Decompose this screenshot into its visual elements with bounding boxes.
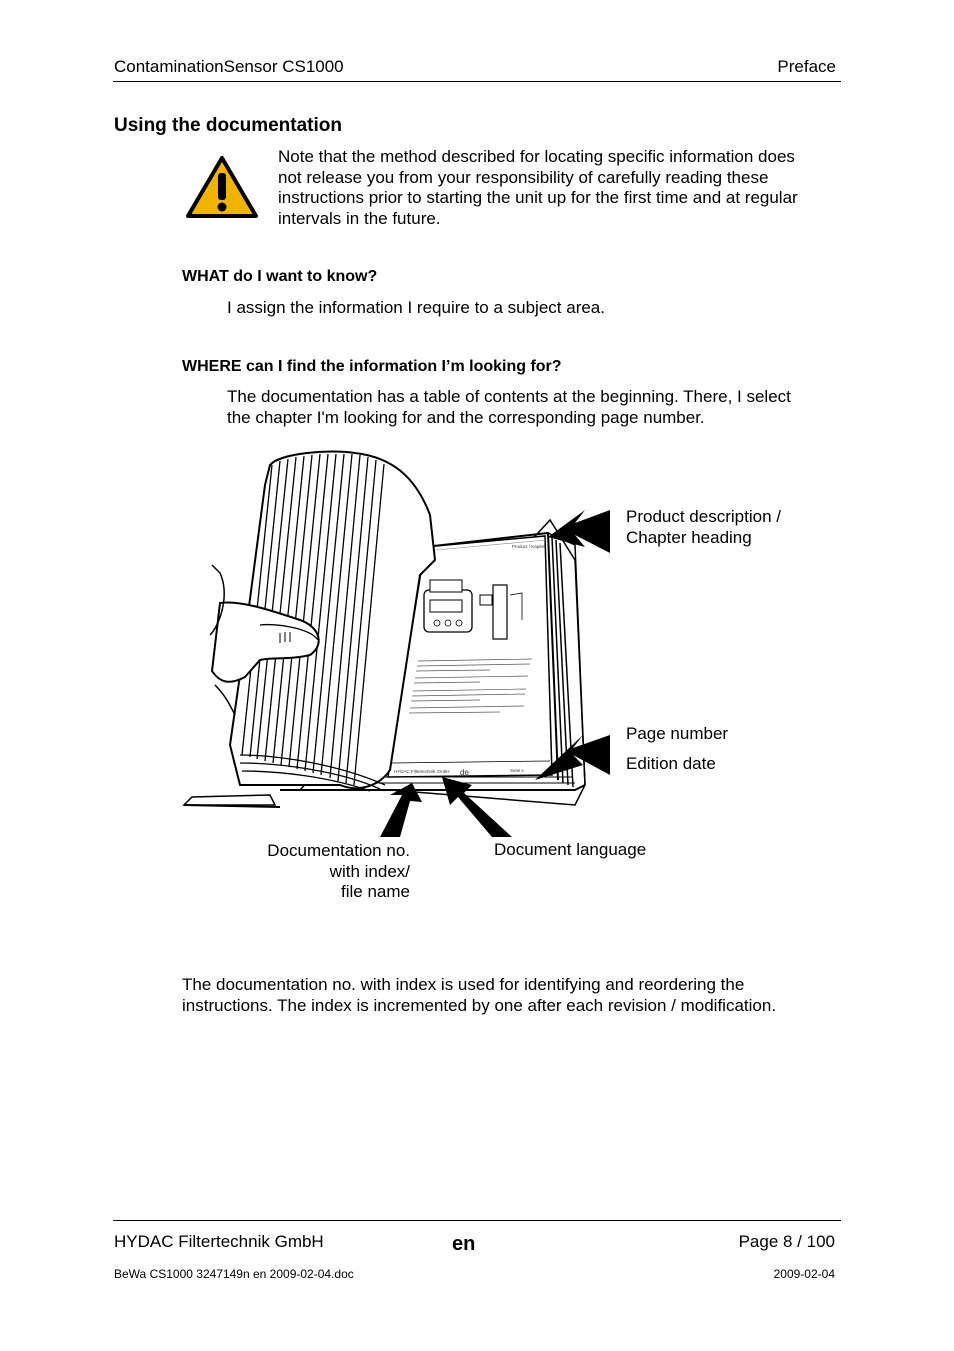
footer-company: HYDAC Filtertechnik GmbH [114, 1232, 324, 1251]
closing-line: instructions. The index is incremented by one after each revision / modification. [182, 995, 777, 1015]
warning-line: intervals in the future. [278, 208, 441, 228]
what-text: I assign the information I require to a subject area. [227, 298, 605, 317]
svg-text:Seite x: Seite x [510, 768, 524, 773]
label-line: Chapter heading [626, 527, 752, 547]
footer-language: en [452, 1233, 476, 1255]
footer-rule [113, 1220, 841, 1221]
label-page-number: Page number [626, 724, 729, 743]
label-line: with index/ [329, 861, 410, 881]
where-text [227, 387, 791, 428]
footer-file-name: BeWa CS1000 3247149n en 2009-02-04.doc [114, 1267, 354, 1281]
label-document-language: Document language [494, 840, 647, 859]
label-product-description [626, 507, 781, 548]
warning-line: instructions prior to starting the unit up for the first time and at regular [278, 188, 798, 207]
warning-line: not release you from your responsibility of carefully reading these [278, 167, 769, 187]
label-line: Product description / [626, 507, 781, 526]
where-heading: WHERE can I find the information I’m looking for? [182, 358, 562, 375]
header-product: ContaminationSensor CS1000 [114, 57, 344, 76]
footer-date: 2009-02-04 [773, 1267, 835, 1281]
svg-text:Product / Kapitel: Product / Kapitel [512, 544, 546, 549]
label-documentation-no [267, 841, 410, 903]
svg-text:HYDAC Filtertechnik GmbH: HYDAC Filtertechnik GmbH [394, 769, 450, 774]
header-rule [113, 81, 841, 82]
label-edition-date: Edition date [626, 754, 716, 773]
warning-line: Note that the method described for locating specific information does [278, 147, 795, 166]
documentation-illustration [180, 445, 620, 840]
closing-paragraph [182, 975, 776, 1016]
footer-page-number: Page 8 / 100 [738, 1232, 835, 1251]
mini-page-language: de [460, 768, 469, 777]
warning-triangle-icon [185, 155, 259, 219]
where-line: the chapter I'm looking for and the corresponding page number. [227, 407, 705, 427]
warning-text [278, 147, 798, 229]
label-line: file name [341, 882, 410, 901]
header-chapter: Preface [777, 57, 836, 76]
what-heading: WHAT do I want to know? [182, 268, 378, 285]
where-line: The documentation has a table of contents at the beginning. There, I select [227, 387, 791, 406]
closing-line: The documentation no. with index is used for identifying and reordering the [182, 975, 745, 994]
section-title: Using the documentation [114, 115, 342, 136]
label-line: Documentation no. [267, 841, 410, 860]
